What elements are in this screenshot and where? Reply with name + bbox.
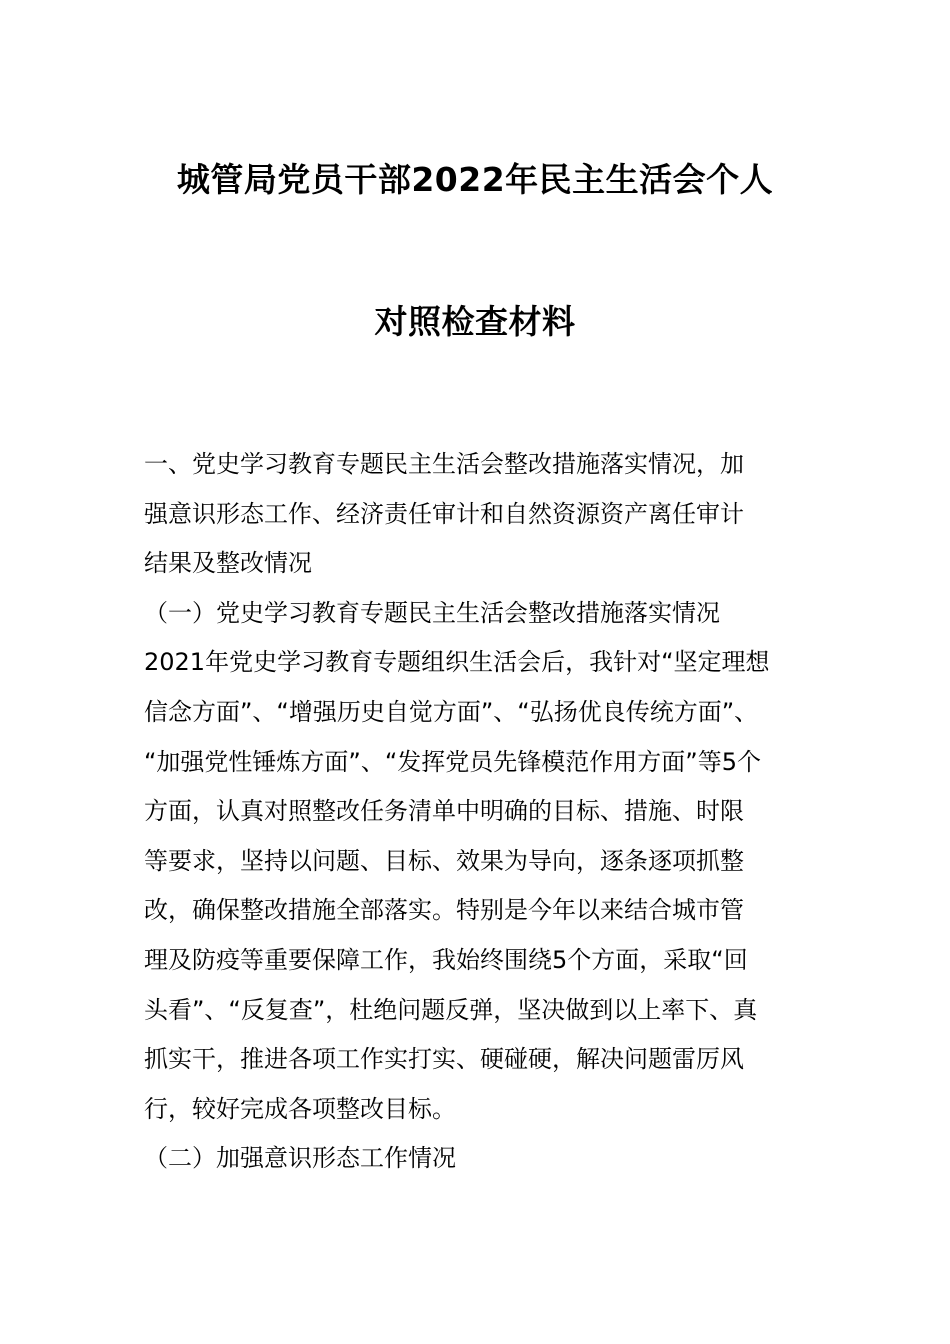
paragraph-line: 理及防疫等重要保障工作，我始终围绕5个方面，采取“回	[144, 945, 748, 974]
document-title-line-1: 城管局党员干部2022年民主生活会个人	[176, 160, 774, 199]
subsection-heading-2: （二）加强意识形态工作情况	[144, 1144, 456, 1173]
paragraph-line: 方面，认真对照整改任务清单中明确的目标、措施、时限	[144, 797, 744, 826]
subsection-heading-1: （一）党史学习教育专题民主生活会整改措施落实情况	[144, 598, 720, 627]
paragraph-line: 等要求，坚持以问题、目标、效果为导向，逐条逐项抓整	[144, 846, 744, 875]
document-body	[144, 440, 808, 1184]
document-title-line-2: 对照检查材料	[374, 302, 576, 341]
paragraph-line: 信念方面”、“增强历史自觉方面”、“弘扬优良传统方面”、	[144, 697, 759, 726]
paragraph-line: “加强党性锤炼方面”、“发挥党员先锋模范作用方面”等5个	[144, 747, 762, 776]
paragraph-line: 头看”、“反复查”，杜绝问题反弹，坚决做到以上率下、真	[144, 995, 758, 1024]
paragraph-line: 2021年党史学习教育专题组织生活会后，我针对“坚定理想	[144, 648, 770, 677]
section-heading-1-end: 结果及整改情况	[144, 549, 312, 578]
section-heading-1: 一、党史学习教育专题民主生活会整改措施落实情况，加	[144, 450, 744, 478]
section-heading-1-cont: 强意识形态工作、经济责任审计和自然资源资产离任审计	[144, 499, 744, 528]
paragraph-line: 抓实干，推进各项工作实打实、硬碰硬，解决问题雷厉风	[144, 1045, 744, 1074]
paragraph-line: 改，确保整改措施全部落实。特别是今年以来结合城市管	[144, 896, 744, 925]
paragraph-line: 行，较好完成各项整改目标。	[144, 1094, 456, 1123]
